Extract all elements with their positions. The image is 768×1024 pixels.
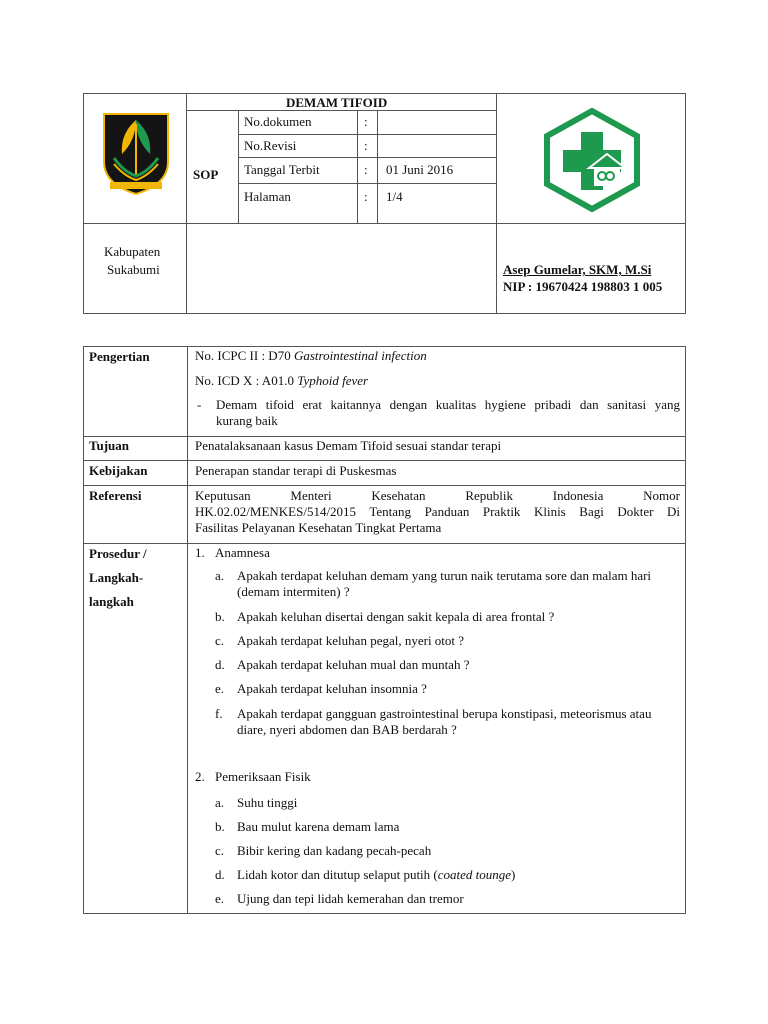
step-number: 1. (195, 545, 205, 560)
tujuan-text: Penatalaksanaan kasus Demam Tifoid sesuai standar terapi (195, 438, 502, 453)
item-letter: a. (215, 795, 225, 810)
icpc-code: No. ICPC II : D70 (195, 348, 294, 363)
item-text: Ujung dan tepi lidah kemerahan dan tremor (237, 891, 464, 906)
document-title: DEMAM TIFOID (286, 95, 388, 110)
referensi-line-1: Keputusan Menteri Kesehatan Republik Indonesia Nomor (195, 488, 680, 503)
signer-nip: NIP : 19670424 198803 1 005 (503, 279, 663, 294)
item-text: Bau mulut karena demam lama (237, 819, 400, 834)
meta-label-halaman: Halaman (244, 189, 291, 204)
referensi-line-3: Fasilitas Pelayanan Kesehatan Tingkat Pertama (195, 520, 442, 535)
item-text: Apakah terdapat keluhan mual dan muntah ? (237, 657, 470, 672)
item-text (237, 867, 515, 883)
item-text: Apakah terdapat keluhan insomnia ? (237, 681, 427, 696)
signer-name: Asep Gumelar, SKM, M.Si (503, 262, 652, 277)
item-letter: b. (215, 609, 225, 624)
sop-label: SOP (193, 167, 219, 182)
item-letter: c. (215, 633, 225, 648)
item-letter: d. (215, 867, 225, 882)
item-text-main: Lidah kotor dan ditutup selaput putih ( (237, 867, 438, 882)
label-kebijakan: Kebijakan (89, 463, 148, 478)
item-letter: a. (215, 568, 225, 583)
item-text: Suhu tinggi (237, 795, 298, 810)
meta-sep-tanggal: : (364, 162, 368, 177)
label-pengertian: Pengertian (89, 349, 150, 364)
meta-sep-revisi: : (364, 138, 368, 153)
item-letter: f. (215, 706, 223, 721)
regency-line-2: Sukabumi (107, 262, 160, 277)
item-letter: d. (215, 657, 225, 672)
meta-sep-halaman: : (364, 189, 368, 204)
item-letter: e. (215, 891, 225, 906)
meta-value-halaman: 1/4 (386, 189, 403, 204)
step-title: Anamnesa (215, 545, 270, 560)
pengertian-text-2: kurang baik (216, 413, 278, 428)
label-prosedur-1: Prosedur / (89, 546, 147, 561)
step-title: Pemeriksaan Fisik (215, 769, 311, 784)
kebijakan-text: Penerapan standar terapi di Puskesmas (195, 463, 397, 478)
label-referensi: Referensi (89, 488, 142, 503)
item-letter: c. (215, 843, 225, 858)
item-text: Bibir kering dan kadang pecah-pecah (237, 843, 432, 858)
step-number: 2. (195, 769, 205, 784)
item-letter: b. (215, 819, 225, 834)
regency-line-1: Kabupaten (104, 244, 161, 259)
item-text-suffix: ) (511, 867, 516, 882)
label-prosedur-3: langkah (89, 594, 134, 609)
item-letter: e. (215, 681, 225, 696)
icd-term: Typhoid fever (297, 373, 369, 388)
icd-line (195, 373, 368, 389)
item-text-cont: diare, nyeri abdomen dan BAB berdarah ? (237, 722, 457, 737)
pengertian-bullet: - (197, 397, 202, 412)
meta-sep-dokumen: : (364, 114, 368, 129)
meta-label-revisi: No.Revisi (244, 138, 297, 153)
item-text: Apakah keluhan disertai dengan sakit kepala di area frontal ? (237, 609, 555, 624)
referensi-line-2: HK.02.02/MENKES/514/2015 Tentang Panduan Praktik Klinis Bagi Dokter Di (195, 504, 680, 519)
item-text: Apakah terdapat keluhan demam yang turun naik terutama sore dan malam hari (237, 568, 652, 583)
item-text-italic: coated tounge (437, 867, 512, 882)
item-text: Apakah terdapat gangguan gastrointestinal berupa konstipasi, meteorismus atau (237, 706, 652, 721)
label-prosedur-2: Langkah- (89, 570, 144, 585)
item-text: Apakah terdapat keluhan pegal, nyeri otot ? (237, 633, 465, 648)
icpc-line (195, 348, 427, 364)
icd-code: No. ICD X : A01.0 (195, 373, 298, 388)
puskesmas-logo (543, 108, 641, 212)
regency-shield-logo (100, 110, 172, 196)
label-tujuan: Tujuan (89, 438, 129, 453)
meta-value-tanggal: 01 Juni 2016 (386, 162, 454, 177)
item-text-cont: (demam intermiten) ? (237, 584, 350, 599)
icpc-term: Gastrointestinal infection (293, 348, 427, 363)
meta-label-dokumen: No.dokumen (244, 114, 312, 129)
pengertian-text-1: Demam tifoid erat kaitannya dengan kualitas hygiene pribadi dan sanitasi yang (216, 397, 680, 412)
meta-label-tanggal: Tanggal Terbit (244, 162, 320, 177)
